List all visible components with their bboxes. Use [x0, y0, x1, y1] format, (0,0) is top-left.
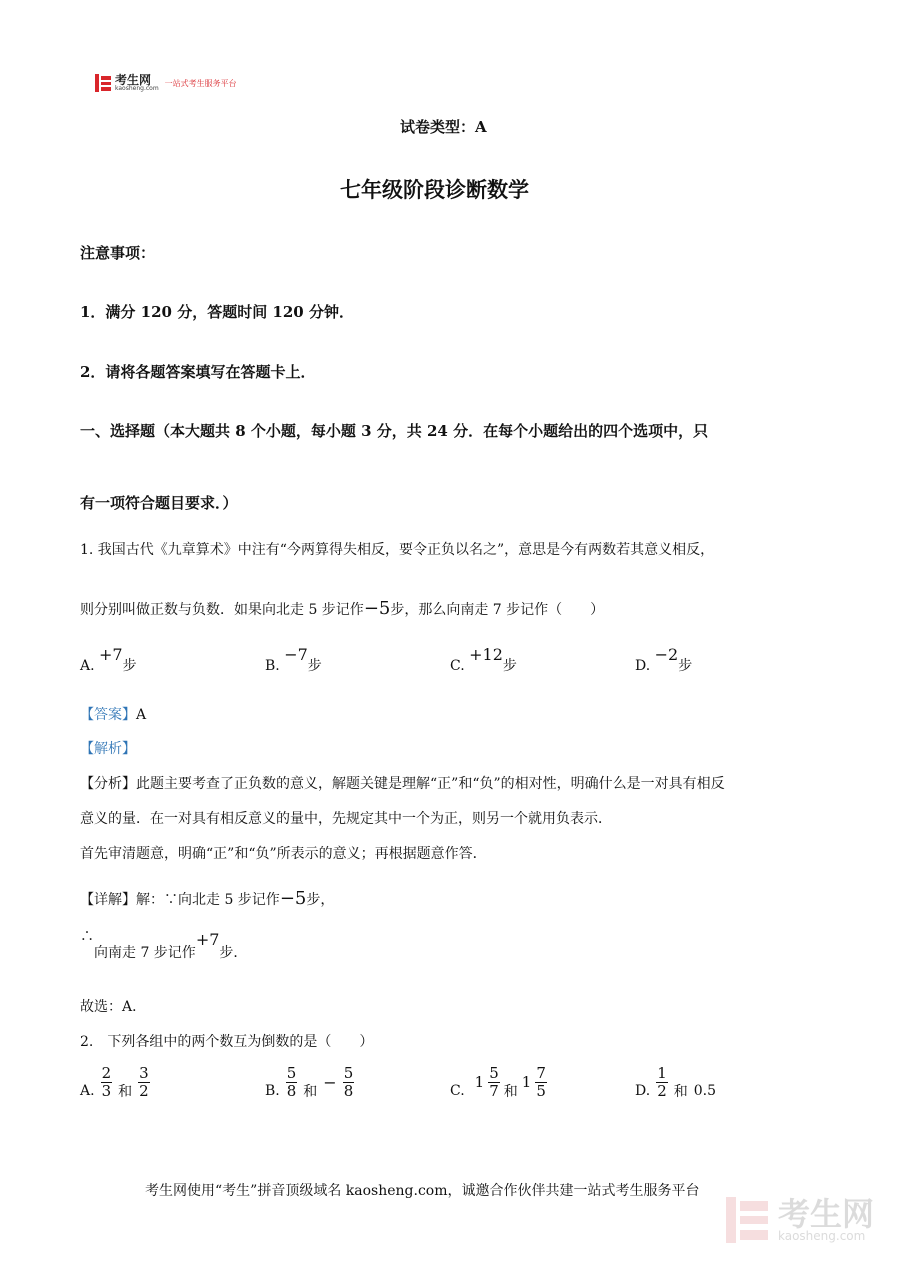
q1-detail-line [80, 888, 334, 909]
logo-slogan: 一站式考生服务平台 [164, 78, 237, 88]
q1-fenxi-line2: 意义的量．在一对具有相反意义的量中，先规定其中一个为正，则另一个就用负表示． [80, 811, 612, 827]
detail-text: 【详解】解：∵向北走 5 步记作 [80, 892, 280, 908]
logo-icon [95, 74, 111, 92]
section-heading-line2: 有一项符合题目要求．） [80, 494, 238, 512]
option-unit: 步 [122, 658, 137, 674]
option-label: B. [265, 1083, 280, 1099]
option-value: +7 [99, 645, 123, 664]
answer-value: A [136, 707, 147, 723]
option-unit: 步 [678, 658, 693, 674]
logo-url: kaosheng.com [115, 85, 159, 92]
option-label: B. [265, 658, 280, 674]
fraction: $\frac{5}{8}$ [286, 1064, 297, 1100]
option-label: D. [635, 658, 651, 674]
q1-stem-text-c: 步，那么向南走 7 步记作（ ） [390, 602, 605, 618]
paper-type: 试卷类型：A [400, 118, 487, 136]
q1-choice: 故选：A． [80, 999, 147, 1015]
option-label: D. [635, 1083, 651, 1099]
watermark [726, 1197, 874, 1243]
conclusion-text: 向南走 7 步记作 [94, 945, 196, 961]
q1-fenxi-line3: 首先审清题意，明确“正”和“负”所表示的意义；再根据题意作答． [80, 846, 487, 862]
q1-fenxi-line1: 【分析】此题主要考查了正负数的意义，解题关键是理解“正”和“负”的相对性，明确什么是一对具有相反 [80, 776, 725, 792]
q1-stem-text-a: 则分别叫做正数与负数．如果向北走 5 步记作 [80, 602, 364, 618]
q1-conclusion [80, 929, 248, 961]
brand-logo [95, 72, 237, 94]
minus-sign: − [323, 1072, 337, 1092]
detail-text-end: 步， [306, 892, 335, 908]
q2-option-c[interactable] [450, 1063, 547, 1101]
q1-option-d[interactable] [635, 645, 693, 675]
option-unit: 步 [502, 658, 517, 674]
q1-answer [80, 704, 146, 724]
fraction: $\frac{5}{8}$ [343, 1064, 354, 1100]
notice-item-1: 1．满分 120 分，答题时间 120 分钟． [80, 303, 354, 321]
option-value: −2 [654, 645, 679, 664]
watermark-url: kaosheng.com [777, 1229, 866, 1243]
q1-stem-line1: 1. 我国古代《九章算术》中注有“今两算得失相反，要令正负以名之”，意思是今有两数若其意义相反， [80, 542, 715, 558]
fraction: $\frac{2}{3}$ [101, 1064, 112, 1100]
detail-math: −5 [279, 888, 307, 909]
therefore-symbol: ∴ [80, 929, 94, 945]
watermark-logo-icon [726, 1197, 770, 1243]
q1-option-c[interactable] [450, 645, 517, 675]
whole-number: 1 [474, 1073, 485, 1091]
option-label: A. [80, 1083, 95, 1099]
and-text: 和 [118, 1084, 133, 1100]
conclusion-math: +7 [195, 930, 220, 949]
and-text: 和 [303, 1084, 318, 1100]
whole-number: 1 [521, 1073, 532, 1091]
fraction: $\frac{7}{5}$ [536, 1064, 546, 1100]
page-footer: 考生网使用“考生”拼音顶级域名 kaosheng.com，诚邀合作伙伴共建一站式考生服务平台 [145, 1183, 700, 1199]
page-title: 七年级阶段诊断数学 [340, 177, 529, 202]
option-label: C. [450, 1083, 465, 1099]
watermark-name: 考生网 [777, 1195, 874, 1233]
q1-stem-math: −5 [363, 598, 391, 619]
and-text: 和 [503, 1084, 518, 1100]
notice-heading: 注意事项： [80, 244, 156, 262]
q2-option-d[interactable] [635, 1063, 716, 1101]
option-value: +12 [469, 645, 503, 664]
notice-item-2: 2．请将各题答案填写在答题卡上． [80, 363, 316, 381]
conclusion-text-end: 步． [219, 945, 248, 961]
decimal-value: 0.5 [693, 1083, 716, 1099]
q2-option-b[interactable] [265, 1063, 354, 1101]
logo-name: 考生网 [115, 73, 152, 87]
q2-stem: 2. 下列各组中的两个数互为倒数的是（ ） [80, 1034, 374, 1050]
section-heading-line1: 一、选择题（本大题共 8 个小题，每小题 3 分，共 24 分．在每个小题给出的四个选项中，只 [80, 422, 709, 440]
and-text: 和 [673, 1084, 688, 1100]
q1-analysis-tag: 【解析】 [80, 741, 136, 757]
q1-stem-line2 [80, 598, 604, 619]
option-label: A. [80, 658, 95, 674]
answer-tag: 【答案】 [80, 707, 136, 723]
fraction: $\frac{1}{2}$ [657, 1064, 667, 1100]
option-unit: 步 [307, 658, 322, 674]
option-value: −7 [284, 645, 308, 664]
q2-option-a[interactable] [80, 1063, 150, 1101]
q1-option-b[interactable] [265, 645, 322, 675]
fraction: $\frac{5}{7}$ [489, 1064, 499, 1100]
q1-option-a[interactable] [80, 645, 137, 675]
option-label: C. [450, 658, 465, 674]
fraction: $\frac{3}{2}$ [139, 1064, 149, 1100]
